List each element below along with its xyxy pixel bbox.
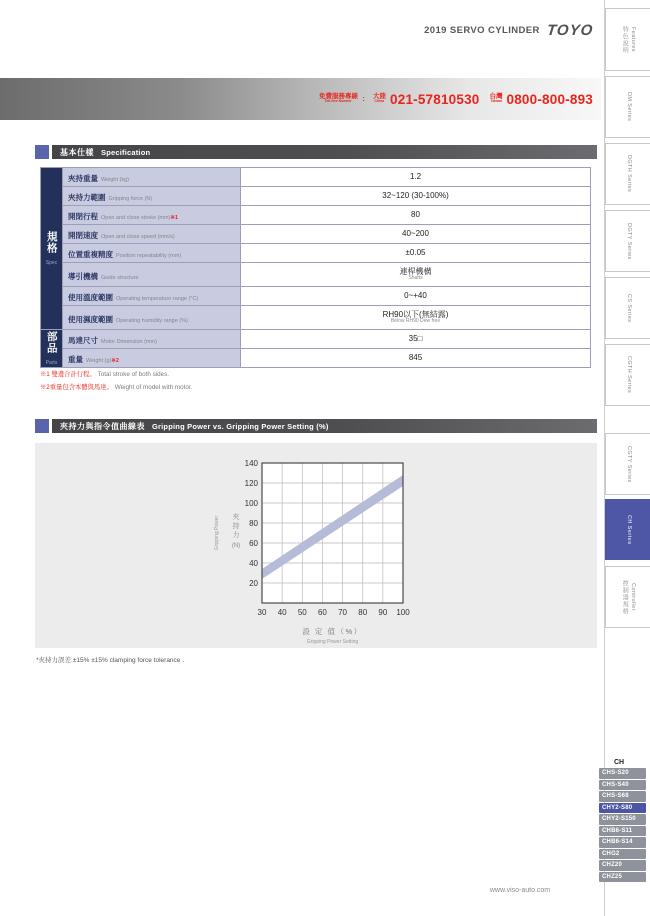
spec-label: 馬達尺寸 Motor Dimension (mm) [63,330,241,349]
svg-text:持: 持 [232,523,240,530]
spec-value: 32~120 (30-100%) [241,187,591,206]
section-chip-icon [35,419,49,433]
table-row [41,287,591,306]
spec-value: RH90以下(無結露) Below RH90 Dew free [241,306,591,330]
spec-value: 40~200 [241,225,591,244]
spec-value: ±0.05 [241,244,591,263]
table-row [41,225,591,244]
svg-text:20: 20 [249,579,258,588]
footnote-marker: ※2 [111,358,119,364]
model-item-chs-s40[interactable]: CHS-S40 [599,780,646,791]
spec-value: 1.2 [241,168,591,187]
spec-label: 夾持重量 Weight (kg) [63,168,241,187]
spec-value: 0~+40 [241,287,591,306]
hotline-number-taiwan: 0800-800-893 [506,91,593,107]
svg-text:40: 40 [277,608,287,617]
chart-section-header [35,419,597,433]
hotline-number-china: 021-57810530 [390,91,480,107]
sidebar-tab-controller[interactable]: 控制器規格 Controller [605,566,650,628]
table-row [41,306,591,330]
spec-label: 重量 Weight (g)※2 [63,349,241,368]
chart-section-title-zh: 夾持力與指令值曲線表 [60,421,145,431]
hotline-region-china: 大陸 China [373,92,387,104]
svg-text:60: 60 [249,539,258,548]
model-item-chg2[interactable]: CHG2 [599,849,646,860]
model-item-chb6-s11[interactable]: CHB6-S11 [599,826,646,837]
model-list-header: CH [614,759,625,766]
specification-table [40,167,591,368]
website-url: www.viso-auto.com [489,887,551,894]
table-row [41,168,591,187]
sidebar-tab-ch-series[interactable]: CH Series [605,499,650,560]
spec-label: 開閉速度 Open and close speed (mm/s) [63,225,241,244]
svg-text:100: 100 [396,608,410,617]
svg-text:140: 140 [244,459,258,468]
group-label-spec: 規格 Spec [41,168,63,330]
table-row [41,349,591,368]
spec-label: 導引機構 Guide structure [63,263,241,287]
svg-text:30: 30 [257,608,267,617]
spec-label: 開閉行程 Open and close stroke (mm)※1 [63,206,241,225]
svg-text:力: 力 [232,532,240,539]
spec-section-header [35,145,597,159]
model-item-chz25[interactable]: CHZ25 [599,872,646,883]
toyo-logo: TOYO [545,22,594,39]
table-row [41,206,591,225]
table-row [41,187,591,206]
gripping-power-chart [200,459,470,651]
group-label-parts: 部品 Parts [41,330,63,368]
hotline-region-taiwan: 台灣 Taiwan [489,92,503,104]
hotline-label: 免費服務專線 Toll-free Number [319,92,359,104]
spec-label: 夾持力範圍 Gripping force (N) [63,187,241,206]
hotline-colon: ： [362,96,370,103]
spec-label: 使用溫度範圍 Operating temperature range (°C) [63,287,241,306]
sidebar-tab-features[interactable]: 特色說明 Features [605,8,650,71]
catalog-header [424,22,593,39]
sidebar-tab-dm-series[interactable]: DM Series [605,76,650,138]
model-list [599,758,646,883]
model-item-chy2-s80[interactable]: CHY2-S80 [599,803,646,814]
x-axis-title-zh: 設 定 值（%） [302,627,363,636]
gripping-power-chart-panel [35,443,597,648]
svg-text:80: 80 [249,519,258,528]
svg-text:100: 100 [244,499,258,508]
svg-text:90: 90 [378,608,388,617]
sidebar-tab-cgty-series[interactable]: CGTY Series [605,433,650,495]
spec-section-title-en: Specification [101,147,151,157]
sidebar-tab-dgth-series[interactable]: DGTH Series [605,143,650,205]
spec-value: 連桿機構 Shafts [241,263,591,287]
table-row [41,263,591,287]
spec-value: 35□ [241,330,591,349]
sidebar-tab-dgty-series[interactable]: DGTY Series [605,210,650,272]
model-item-chs-s68[interactable]: CHS-S68 [599,791,646,802]
table-footnote-1: ※1 雙邊合計行程。 Total stroke of both sides. [40,371,170,378]
spec-label: 使用濕度範圍 Operating humidity range (%) [63,306,241,330]
section-chip-icon [35,145,49,159]
spec-section-title-zh: 基本仕樣 [60,147,94,157]
hotline-banner [0,78,601,120]
model-item-chs-s20[interactable]: CHS-S20 [599,768,646,779]
chart-section-title-en: Gripping Power vs. Gripping Power Setting (%) [152,421,329,431]
y-axis-title-en: Gripping Power [214,515,220,551]
footnote-marker: ※1 [170,215,179,221]
svg-text:40: 40 [249,559,258,568]
hotline [319,92,601,107]
spec-value: 845 [241,349,591,368]
svg-text:120: 120 [244,479,258,488]
svg-text:夾: 夾 [232,514,240,521]
model-item-chz20[interactable]: CHZ20 [599,860,646,871]
table-row [41,244,591,263]
table-row [41,330,591,349]
svg-text:60: 60 [317,608,327,617]
sidebar-tab-cs-series[interactable]: CS Series [605,277,650,339]
spec-label: 位置重複精度 Position repeatability (mm) [63,244,241,263]
svg-text:80: 80 [358,608,368,617]
x-axis-title-en: Gripping Power Setting [306,639,359,645]
catalog-title: 2019 SERVO CYLINDER [424,25,540,36]
model-item-chy2-s150[interactable]: CHY2-S150 [599,814,646,825]
spec-value: 80 [241,206,591,225]
svg-text:70: 70 [338,608,348,617]
sidebar-tab-cgth-series[interactable]: CGTH Series [605,344,650,406]
svg-text:50: 50 [297,608,307,617]
svg-text:(N): (N) [231,543,241,549]
table-footnote-2: ※2重量包含本體與馬達。 Weight of model with motor. [40,384,193,391]
chart-footnote: *夾持力誤差:±15% ±15% clamping force tolerance . [36,657,185,664]
model-item-chb6-s14[interactable]: CHB6-S14 [599,837,646,848]
